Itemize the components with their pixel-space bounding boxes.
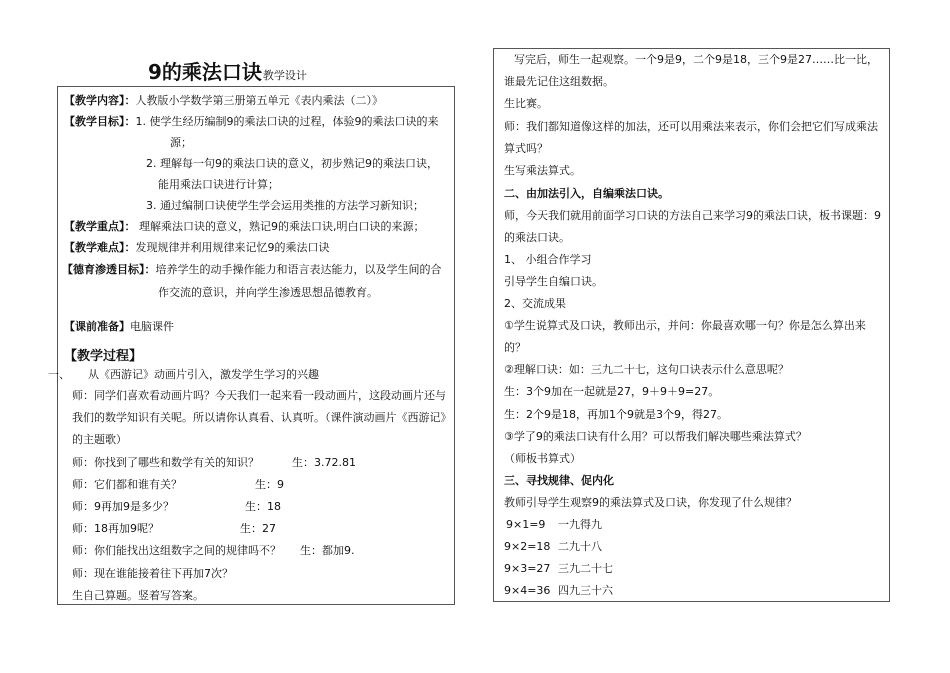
right-paragraph-10: ②理解口诀：如：三九二十七，这句口诀表示什么意思呢？ [504,363,789,376]
dialog-a4: 生：27 [240,522,276,535]
step-1-heading: 从《西游记》动画片引入，激发学生学习的兴趣 [88,368,319,381]
teaching-goal-1a: 1. 使学生经历编制9的乘法口诀的过程，体验9的乘法口诀的来 [135,115,439,128]
dialog-q5: 师：你们能找出这组数字之间的规律吗不？ [72,544,281,557]
title-sub: 教学设计 [262,69,307,82]
equation: 9×2=18 [504,540,551,553]
equation: 9×3=27 [504,562,551,575]
dialog-a1: 生：3.72.81 [292,456,356,469]
right-paragraph-8: 2、交流成果 [504,297,566,310]
right-paragraph-14: （师板书算式） [504,452,581,465]
teaching-goal-1b: 源； [170,136,192,149]
paragraph-last: 生自己算题。竖着写答案。 [72,589,204,602]
right-paragraph-5a: 师，今天我们就用前面学习口诀的方法自己来学习9的乘法口诀，板书课题：9 [504,209,881,222]
document-title [148,56,307,85]
key-point-line [64,220,425,234]
right-paragraph-1b: 谁最先记住这组数据。 [504,75,614,88]
dialog-q1: 师：你找到了哪些和数学有关的知识？ [72,456,259,469]
teaching-content-line [64,94,383,108]
teaching-process-heading: 【教学过程】 [64,349,143,364]
preparation-text: 电脑课件 [130,320,174,333]
dialog-a3: 生：18 [245,500,281,513]
preparation-label: 【课前准备】 [64,320,130,333]
key-point-text: 理解乘法口诀的意义，熟记9的乘法口诀,明白口诀的来源； [135,220,425,233]
right-paragraph-11: 生：3个9加在一起就是27，9＋9＋9=27。 [504,385,720,398]
moral-goal-label: 【德育渗透目标】： [62,263,156,276]
difficulty-text: 发现规律并利用规律来记忆9的乘法口诀 [135,241,330,254]
preparation-line [64,320,174,334]
teaching-goal-2a: 2. 理解每一句9的乘法口诀的意义，初步熟记9的乘法口诀， [146,157,438,170]
moral-goal-b: 作交流的意识，并向学生渗透思想品德教育。 [158,286,378,299]
teaching-content-label: 【教学内容】： [64,94,136,107]
paragraph-1c: 的主题歌） [72,433,127,446]
right-paragraph-2: 生比赛。 [504,97,548,110]
dialog-q6: 师：现在谁能接着往下再加7次？ [72,567,233,580]
difficulty-line [64,241,330,255]
rhyme: 二九十八 [558,540,602,553]
right-paragraph-4: 生写乘法算式。 [504,164,581,177]
rhyme: 四九三十六 [558,584,613,597]
key-point-label: 【教学重点】： [64,220,136,233]
dialog-q4: 师：18再加9呢？ [72,522,159,535]
right-paragraph-9a: ①学生说算式及口诀，教师出示，并问：你最喜欢哪一句？你是怎么算出来 [504,319,866,332]
difficulty-label: 【教学难点】： [64,241,136,254]
paragraph-1b: 我们的数学知识有关呢。所以请你认真看、认真听。（课件演动画片《西游记》 [72,411,452,424]
teaching-goal-label: 【教学目标】： [64,115,136,128]
teaching-goal-3: 3. 通过编制口诀使学生学会运用类推的方法学习新知识； [146,199,424,212]
rhyme: 一九得九 [558,518,602,531]
section-3-heading: 三、寻找规律、促内化 [504,474,614,487]
step-1-number: 一、 [48,368,70,381]
right-paragraph-1a: 写完后，师生一起观察。一个9是9，二个9是18，三个9是27……比一比， [514,53,878,66]
dialog-a2: 生：9 [255,478,284,491]
right-paragraph-6: 1、 小组合作学习 [504,253,592,266]
paragraph-1a: 师：同学们喜欢看动画片吗？今天我们一起来看一段动画片，这段动画片还与 [72,389,446,402]
section-2-heading: 二、由加法引入，自编乘法口诀。 [504,187,669,200]
moral-goal-line [62,263,442,277]
right-paragraph-13: ③学了9的乘法口诀有什么用？可以帮我们解决哪些乘法算式？ [504,430,807,443]
equation: 9×4=36 [504,584,551,597]
equation: 9×1=9 [506,518,546,531]
teaching-goal-line [64,115,439,129]
right-paragraph-15: 教师引导学生观察9的乘法算式及口诀，你发现了什么规律？ [504,496,797,509]
dialog-q3: 师：9再加9是多少？ [72,500,174,513]
moral-goal-a: 培养学生的动手操作能力和语言表达能力，以及学生间的合 [155,263,442,276]
title-main: 9的乘法口诀 [148,60,262,84]
dialog-q2: 师：它们都和谁有关？ [72,478,182,491]
teaching-content-text: 人教版小学数学第三册第五单元《表内乘法（二）》 [135,94,383,107]
right-paragraph-12: 生：2个9是18，再加1个9就是3个9，得27。 [504,408,728,421]
right-paragraph-3a: 师：我们都知道像这样的加法，还可以用乘法来表示，你们会把它们写成乘法 [504,120,878,133]
teaching-goal-2b: 能用乘法口诀进行计算； [158,178,279,191]
dialog-a5: 生：都加9. [300,544,355,557]
right-paragraph-3b: 算式吗？ [504,142,548,155]
right-paragraph-5b: 的乘法口诀。 [504,231,570,244]
rhyme: 三九二十七 [558,562,613,575]
right-paragraph-9b: 的？ [504,341,526,354]
right-paragraph-7: 引导学生自编口诀。 [504,275,603,288]
